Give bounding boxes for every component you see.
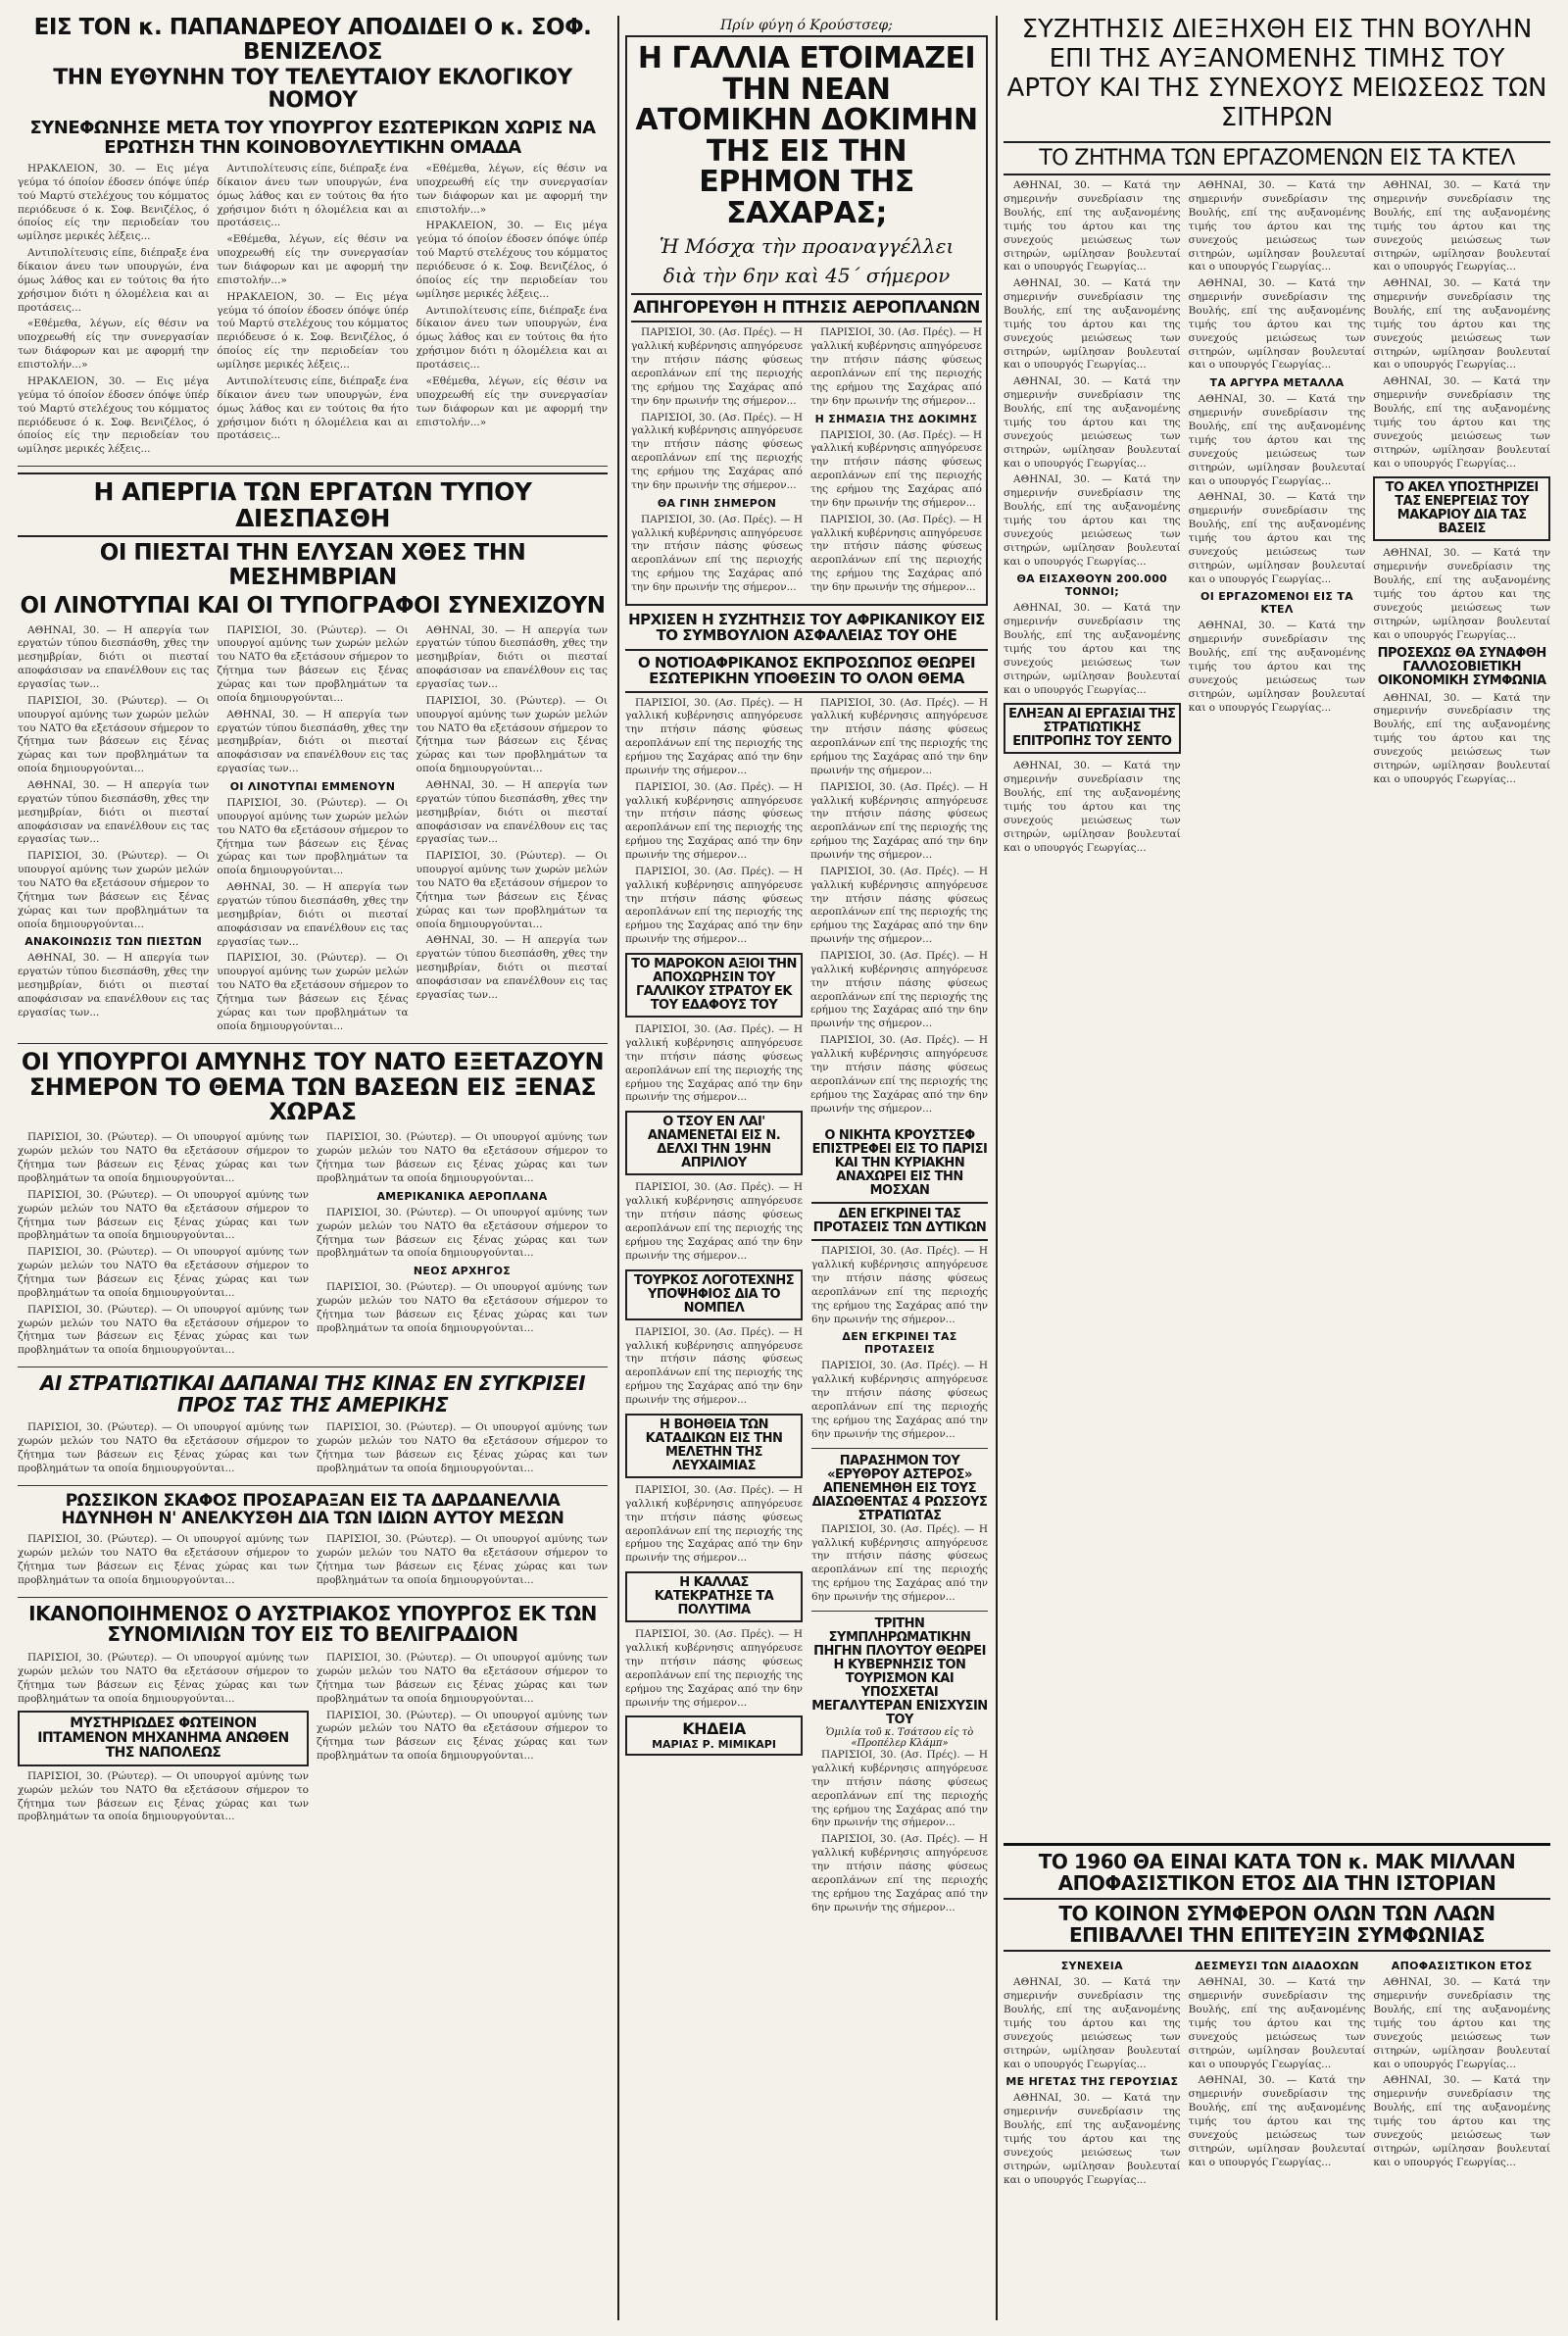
headline-red-star: ΠΑΡΑΣΗΜΟΝ ΤΟΥ «ΕΡΥΘΡΟΥ ΑΣΤΕΡΟΣ» ΑΠΕΝΕΜΗΘΗ ΕΙΣ ΤΟΥΣ ΔΙΑΣΩΘΕΝΤΑΣ 4 ΡΩΣΣΟΥΣ ΣΤΡΑΤΙΩΤΑΣ: [811, 1453, 988, 1523]
paragraph: ΑΘΗΝΑΙ, 30. — Κατά την σημερινήν συνεδρίασιν της Βουλής, επί της αυξανομένης τιμής του άρτου και της συνεχούς μειώσεως των σιτηρών, ωμίλησαν βουλευταί και ο υπουργός Γεωργίας...: [1373, 179, 1550, 273]
paragraph: Αντιπολίτευσις είπε, διέπραξε ένα δίκαιον άνευ των υπουργών, ένα όμως λάθος και εν τούτοις θα ήτο χρήσιμον διότι η όλομέλεια και αι προτάσεις...: [217, 163, 409, 229]
subhead: ΔΕΝ ΕΓΚΡΙΝΕΙ ΤΑΣ ΠΡΟΤΑΣΕΙΣ: [842, 1330, 957, 1357]
paragraph: ΑΘΗΝΑΙ, 30. — Κατά την σημερινήν συνεδρίασιν της Βουλής, επί της αυξανομένης τιμής του άρτου και της συνεχούς μειώσεως των σιτηρών, ωμίλησαν βουλευταί και ο υπουργός Γεωργίας...: [1004, 602, 1181, 696]
paragraph: ΠΑΡΙΣΙΟΙ, 30. (Ρώυτερ). — Οι υπουργοί αμύνης των χωρών μελών του ΝΑΤΟ θα εξετάσουν σήμερον το ζήτημα των βάσεων εις ξένας χώρας και των προβλημάτων τα οποία δημιουργούνται...: [317, 1206, 608, 1260]
headline-morocco: ΤΟ ΜΑΡΟΚΟΝ ΑΞΙΟΙ ΤΗΝ ΑΠΟΧΩΡΗΣΙΝ ΤΟΥ ΓΑΛΛΙΚΟΥ ΣΤΡΑΤΟΥ ΕΚ ΤΟΥ ΕΔΑΦΟΥΣ ΤΟΥ: [631, 957, 797, 1014]
article-austria: [18, 1652, 608, 1827]
subhead: ΘΑ ΓΙΝΗ ΣΗΜΕΡΟΝ: [657, 496, 777, 510]
macmillan-block: [1004, 1843, 1550, 2313]
paragraph: ΑΘΗΝΑΙ, 30. — Η απεργία των εργατών τύπου διεσπάσθη, χθες την μεσημβρίαν, διότι οι πιεσταί αποφάσισαν να επανέλθουν εις τας εργασίας των...: [18, 779, 210, 846]
paragraph: Αντιπολίτευσις είπε, διέπραξε ένα δίκαιον άνευ των υπουργών, ένα όμως λάθος και εν τούτοις θα ήτο χρήσιμον διότι η όλομέλεια και αι προτάσεις...: [18, 247, 210, 314]
headline-franco-soviet: ΠΡΟΣΕΧΩΣ ΘΑ ΣΥΝΑΦΘΗ ΓΑΛΛΟΣΟΒΙΕΤΙΚΗ ΟΙΚΟΝΟΜΙΚΗ ΣΥΜΦΩΝΙΑ: [1377, 645, 1546, 688]
headline-flying-object: ΜΥΣΤΗΡΙΩΔΕΣ ΦΩΤΕΙΝΟΝ ΙΠΤΑΜΕΝΟΝ ΜΗΧΑΝΗΜΑ ΑΝΩΘΕΝ ΤΗΣ ΝΑΠΟΛΕΩΣ: [37, 1715, 289, 1761]
paragraph: ΠΑΡΙΣΙΟΙ, 30. (Ρώυτερ). — Οι υπουργοί αμύνης των χωρών μελών του ΝΑΤΟ θα εξετάσουν σήμερον το ζήτημα των βάσεων εις ξένας χώρας και των προβλημάτων τα οποία δημιουργούνται...: [18, 1652, 309, 1705]
subhead-interior-minister: ΣΥΝΕΦΩΝΗΣΕ ΜΕΤΑ ΤΟΥ ΥΠΟΥΡΓΟΥ ΕΣΩΤΕΡΙΚΩΝ ΧΩΡΙΣ ΝΑ ΕΡΩΤΗΣΗ ΤΗΝ ΚΟΙΝΟΒΟΥΛΕΥΤΙΚΗΝ ΟΜΑΔΑ: [29, 118, 596, 158]
paragraph: ΠΑΡΙΣΙΟΙ, 30. (Ασ. Πρές). — Η γαλλική κυβέρνησις απηγόρευσε την πτήσιν πάσης φύσεως αεροπλάνων επί της περιοχής της ερήμου της Σαχάρας από την 6ην πρωινήν της σήμερον...: [631, 513, 803, 593]
paragraph: ΠΑΡΙΣΙΟΙ, 30. (Ασ. Πρές). — Η γαλλική κυβέρνησις απηγόρευσε την πτήσιν πάσης φύσεως αεροπλάνων επί της περιοχής της ερήμου της Σαχάρας από την 6ην πρωινήν της σήμερον...: [625, 1628, 803, 1709]
paragraph: ΠΑΡΙΣΙΟΙ, 30. (Ρώυτερ). — Οι υπουργοί αμύνης των χωρών μελών του ΝΑΤΟ θα εξετάσουν σήμερον το ζήτημα των βάσεων εις ξένας χώρας και των προβλημάτων τα οποία δημιουργούνται...: [18, 1188, 309, 1242]
column-rule: [617, 16, 619, 2320]
middle-lower: [811, 1127, 988, 2304]
headline-leukemia: Η ΒΟΗΘΕΙΑ ΤΩΝ ΚΑΤΑΔΙΚΩΝ ΕΙΣ ΤΗΝ ΜΕΛΕΤΗΝ ΤΗΣ ΛΕΥΧΑΙΜΙΑΣ: [645, 1417, 783, 1473]
subhead: ΟΙ ΛΙΝΟΤΥΠΑΙ ΕΜΜΕΝΟΥΝ: [229, 780, 396, 794]
paragraph: ΠΑΡΙΣΙΟΙ, 30. (Ασ. Πρές). — Η γαλλική κυβέρνησις απηγόρευσε την πτήσιν πάσης φύσεως αεροπλάνων επί της περιοχής της ερήμου της Σαχάρας από την 6ην πρωινήν της σήμερον...: [811, 1245, 988, 1325]
left-column: [18, 16, 608, 2320]
subhead: ΔΕΣΜΕΥΣΙ ΤΩΝ ΔΙΑΔΟΧΩΝ: [1195, 1960, 1359, 1973]
headline-venizelos: ΕΙΣ ΤΟΝ κ. ΠΑΠΑΝΔΡΕΟΥ ΑΠΟΔΙΔΕΙ Ο κ. ΣΟΦ. ΒΕΝΙΖΕΛΟΣ: [33, 16, 592, 65]
paragraph: ΠΑΡΙΣΙΟΙ, 30. (Ρώυτερ). — Οι υπουργοί αμύνης των χωρών μελών του ΝΑΤΟ θα εξετάσουν σήμερον το ζήτημα των βάσεων εις ξένας χώρας και των προβλημάτων τα οποία δημιουργούνται...: [317, 1421, 608, 1474]
headline-austrian-minister: ΙΚΑΝΟΠΟΙΗΜΕΝΟΣ Ο ΑΥΣΤΡΙΑΚΟΣ ΥΠΟΥΡΓΟΣ ΕΚ ΤΩΝ ΣΥΝΟΜΙΛΙΩΝ ΤΟΥ ΕΙΣ ΤΟ ΒΕΛΙΓΡΑΔΙΟΝ: [28, 1601, 597, 1647]
subhead: ΜΕ ΗΓΕΤΑΣ ΤΗΣ ΓΕΡΟΥΣΙΑΣ: [1005, 2075, 1179, 2089]
headline-nato: ΟΙ ΥΠΟΥΡΓΟΙ ΑΜΥΝΗΣ ΤΟΥ ΝΑΤΟ ΕΞΕΤΑΖΟΥΝ ΣΗΜΕΡΟΝ ΤΟ ΘΕΜΑ ΤΩΝ ΒΑΣΕΩΝ ΕΙΣ ΞΕΝΑΣ ΧΩΡΑΣ: [21, 1047, 605, 1126]
paragraph: ΑΘΗΝΑΙ, 30. — Κατά την σημερινήν συνεδρίασιν της Βουλής, επί της αυξανομένης τιμής του άρτου και της συνεχούς μειώσεως των σιτηρών, ωμίλησαν βουλευταί και ο υπουργός Γεωργίας...: [1188, 2074, 1366, 2168]
paragraph: «Εθέμεθα, λέγων, είς θέσιν να υποχρεωθή είς την συνεργασίαν των διάφορων και με αφορμή την επιστολήν...»: [416, 374, 608, 428]
paragraph: Αντιπολίτευσις είπε, διέπραξε ένα δίκαιον άνευ των υπουργών, ένα όμως λάθος και εν τούτοις θα ήτο χρήσιμον διότι η όλομέλεια και αι προτάσεις...: [416, 304, 608, 372]
paragraph: «Εθέμεθα, λέγων, είς θέσιν να υποχρεωθή είς την συνεργασίαν των διάφορων και με αφορμή την επιστολήν...»: [217, 233, 409, 286]
paragraph: ΠΑΡΙΣΙΟΙ, 30. (Ασ. Πρές). — Η γαλλική κυβέρνησις απηγόρευσε την πτήσιν πάσης φύσεως αεροπλάνων επί της περιοχής της ερήμου της Σαχάρας από την 6ην πρωινήν της σήμερον...: [625, 1325, 803, 1406]
paragraph: ΠΑΡΙΣΙΟΙ, 30. (Ρώυτερ). — Οι υπουργοί αμύνης των χωρών μελών του ΝΑΤΟ θα εξετάσουν σήμερον το ζήτημα των βάσεων εις ξένας χώρας και των προβλημάτων τα οποία δημιουργούνται...: [317, 1281, 608, 1334]
article-venizelos: [18, 163, 608, 460]
paragraph: ΑΘΗΝΑΙ, 30. — Κατά την σημερινήν συνεδρίασιν της Βουλής, επί της αυξανομένης τιμής του άρτου και της συνεχούς μειώσεως των σιτηρών, ωμίλησαν βουλευταί και ο υπουργός Γεωργίας...: [1188, 1976, 1366, 2070]
paragraph: ΠΑΡΙΣΙΟΙ, 30. (Ασ. Πρές). — Η γαλλική κυβέρνησις απηγόρευσε την πτήσιν πάσης φύσεως αεροπλάνων επί της περιοχής της ερήμου της Σαχάρας από την 6ην πρωινήν της σήμερον...: [625, 780, 803, 862]
paragraph: ΠΑΡΙΣΙΟΙ, 30. (Ρώυτερ). — Οι υπουργοί αμύνης των χωρών μελών του ΝΑΤΟ θα εξετάσουν σήμερον το ζήτημα των βάσεων εις ξένας χώρας και των προβλημάτων τα οποία δημιουργούνται...: [317, 1131, 608, 1184]
subhead: ΑΜΕΡΙΚΑΝΙΚΑ ΑΕΡΟΠΛΑΝΑ: [376, 1189, 548, 1203]
headline-tourism: ΤΡΙΤΗΝ ΣΥΜΠΛΗΡΩΜΑΤΙΚΗΝ ΠΗΓΗΝ ΠΛΟΥΤΟΥ ΘΕΩΡΕΙ Η ΚΥΒΕΡΝΗΣΙΣ ΤΟΝ ΤΟΥΡΙΣΜΟΝ ΚΑΙ ΥΠΟΣΧΕΤΑΙ ΜΕΓΑΛΥΤΕΡΑΝ ΕΝΙΣΧΥΣΙΝ ΤΟΥ: [811, 1615, 988, 1728]
paragraph: ΠΑΡΙΣΙΟΙ, 30. (Ασ. Πρές). — Η γαλλική κυβέρνησις απηγόρευσε την πτήσιν πάσης φύσεως αεροπλάνων επί της περιοχής της ερήμου της Σαχάρας από την 6ην πρωινήν της σήμερον...: [625, 1023, 803, 1104]
paragraph: ΑΘΗΝΑΙ, 30. — Η απεργία των εργατών τύπου διεσπάσθη, χθες την μεσημβρίαν, διότι οι πιεσταί αποφάσισαν να επανέλθουν εις τας εργασίας των...: [18, 952, 210, 1019]
paragraph: ΠΑΡΙΣΙΟΙ, 30. (Ασ. Πρές). — Η γαλλική κυβέρνησις απηγόρευσε την πτήσιν πάσης φύσεως αεροπλάνων επί της περιοχής της ερήμου της Σαχάρας από την 6ην πρωινήν της σήμερον...: [810, 865, 988, 946]
paragraph: ΗΡΑΚΛΕΙΟΝ, 30. — Εις μέγα γεύμα τό όποίον έδοσεν όπόψε ύπέρ τού Μαρτύ στελέχους του κόμματος περιόδευσε ό κ. Σοφ. Βενιζέλος, ό όποίος είς την περιοδείαν του ωμίλησε μερικές λέξεις...: [217, 290, 409, 372]
paragraph: ΠΑΡΙΣΙΟΙ, 30. (Ασ. Πρές). — Η γαλλική κυβέρνησις απηγόρευσε την πτήσιν πάσης φύσεως αεροπλάνων επί της περιοχής της ερήμου της Σαχάρας από την 6ην πρωινήν της σήμερον...: [625, 696, 803, 776]
paragraph: ΑΘΗΝΑΙ, 30. — Η απεργία των εργατών τύπου διεσπάσθη, χθες την μεσημβρίαν, διότι οι πιεσταί αποφάσισαν να επανέλθουν εις τας εργασίας των...: [18, 623, 210, 690]
paragraph: ΑΘΗΝΑΙ, 30. — Κατά την σημερινήν συνεδρίασιν της Βουλής, επί της αυξανομένης τιμής του άρτου και της συνεχούς μειώσεως των σιτηρών, ωμίλησαν βουλευταί και ο υπουργός Γεωργίας...: [1188, 179, 1366, 273]
paragraph: ΑΘΗΝΑΙ, 30. — Κατά την σημερινήν συνεδρίασιν της Βουλής, επί της αυξανομένης τιμής του άρτου και της συνεχούς μειώσεως των σιτηρών, ωμίλησαν βουλευταί και ο υπουργός Γεωργίας...: [1373, 547, 1550, 641]
subhead: ΤΑ ΑΡΓΥΡΑ ΜΕΤΑΛΛΑ: [1209, 376, 1345, 390]
paragraph: ΠΑΡΙΣΙΟΙ, 30. (Ασ. Πρές). — Η γαλλική κυβέρνησις απηγόρευσε την πτήσιν πάσης φύσεως αεροπλάνων επί της περιοχής της ερήμου της Σαχάρας από την 6ην πρωινήν της σήμερον...: [625, 1181, 803, 1262]
headline-bread-price: ΣΥΖΗΤΗΣΙΣ ΔΙΕΞΗΧΘΗ ΕΙΣ ΤΗΝ ΒΟΥΛΗΝ ΕΠΙ ΤΗΣ ΑΥΞΑΝΟΜΕΝΗΣ ΤΙΜΗΣ ΤΟΥ ΑΡΤΟΥ ΚΑΙ ΤΗΣ ΣΥΝΕΧΟΥΣ ΜΕΙΩΣΕΩΣ ΤΩΝ ΣΙΤΗΡΩΝ: [1006, 16, 1547, 132]
paragraph: Αντιπολίτευσις είπε, διέπραξε ένα δίκαιον άνευ των υπουργών, ένα όμως λάθος και εν τούτοις θα ήτο χρήσιμον διότι η όλομέλεια και αι προτάσεις...: [217, 374, 409, 442]
paragraph: ΗΡΑΚΛΕΙΟΝ, 30. — Εις μέγα γεύμα τό όποίον έδοσεν όπόψε ύπέρ τού Μαρτύ στελέχους του κόμματος περιόδευσε ό κ. Σοφ. Βενιζέλος, ό όποίος είς την περιοδείαν του ωμίλησε μερικές λέξεις...: [18, 163, 210, 243]
paragraph: ΠΑΡΙΣΙΟΙ, 30. (Ρώυτερ). — Οι υπουργοί αμύνης των χωρών μελών του ΝΑΤΟ θα εξετάσουν σήμερον το ζήτημα των βάσεων εις ξένας χώρας και των προβλημάτων τα οποία δημιουργούνται...: [416, 694, 608, 775]
subhead: ΟΙ ΕΡΓΑΖΟΜΕΝΟΙ ΕΙΣ ΤΑ ΚΤΕΛ: [1200, 590, 1353, 617]
paragraph: ΑΘΗΝΑΙ, 30. — Κατά την σημερινήν συνεδρίασιν της Βουλής, επί της αυξανομένης τιμής του άρτου και της συνεχούς μειώσεως των σιτηρών, ωμίλησαν βουλευταί και ο υπουργός Γεωργίας...: [1373, 375, 1550, 470]
paragraph: ΑΘΗΝΑΙ, 30. — Κατά την σημερινήν συνεδρίασιν της Βουλής, επί της αυξανομένης τιμής του άρτου και της συνεχούς μειώσεως των σιτηρών, ωμίλησαν βουλευταί και ο υπουργός Γεωργίας...: [1188, 620, 1366, 714]
headline-western-proposals: ΔΕΝ ΕΓΚΡΙΝΕΙ ΤΑΣ ΠΡΟΤΑΣΕΙΣ ΤΩΝ ΔΥΤΙΚΩΝ: [811, 1202, 988, 1241]
paragraph: ΠΑΡΙΣΙΟΙ, 30. (Ρώυτερ). — Οι υπουργοί αμύνης των χωρών μελών του ΝΑΤΟ θα εξετάσουν σήμερον το ζήτημα των βάσεων εις ξένας χώρας και των προβλημάτων τα οποία δημιουργούνται...: [416, 850, 608, 930]
headline-macmillan: ΤΟ 1960 ΘΑ ΕΙΝΑΙ ΚΑΤΑ ΤΟΝ κ. ΜΑΚ ΜΙΛΛΑΝ ΑΠΟΦΑΣΙΣΤΙΚΟΝ ΕΤΟΣ ΔΙΑ ΤΗΝ ΙΣΤΟΡΙΑΝ: [1038, 1850, 1516, 1895]
paragraph: ΠΑΡΙΣΙΟΙ, 30. (Ασ. Πρές). — Η γαλλική κυβέρνησις απηγόρευσε την πτήσιν πάσης φύσεως αεροπλάνων επί της περιοχής της ερήμου της Σαχάρας από την 6ην πρωινήν της σήμερον...: [811, 1360, 988, 1440]
article-nato: [18, 1131, 608, 1361]
headline-south-africa: Ο ΝΟΤΙΟΑΦΡΙΚΑΝΟΣ ΕΚΠΡΟΣΩΠΟΣ ΘΕΩΡΕΙ ΕΣΩΤΕΡΙΚΗΝ ΥΠΟΘΕΣΙΝ ΤΟ ΟΛΟΝ ΘΕΜΑ: [625, 649, 988, 692]
paragraph: ΠΑΡΙΣΙΟΙ, 30. (Ασ. Πρές). — Η γαλλική κυβέρνησις απηγόρευσε την πτήσιν πάσης φύσεως αεροπλάνων επί της περιοχής της ερήμου της Σαχάρας από την 6ην πρωινήν της σήμερον...: [811, 1833, 988, 1914]
article-bread: [1004, 179, 1550, 858]
headline-common-interest: ΤΟ ΚΟΙΝΟΝ ΣΥΜΦΕΡΟΝ ΟΛΩΝ ΤΩΝ ΛΑΩΝ ΕΠΙΒΑΛΛΕΙ ΤΗΝ ΕΠΙΤΕΥΞΙΝ ΣΥΜΦΩΝΙΑΣ: [1004, 1898, 1550, 1952]
paragraph: ΗΡΑΚΛΕΙΟΝ, 30. — Εις μέγα γεύμα τό όποίον έδοσεν όπόψε ύπέρ τού Μαρτύ στελέχους του κόμματος περιόδευσε ό κ. Σοφ. Βενιζέλος, ό όποίος είς την περιοδείαν του ωμίλησε μερικές λέξεις...: [416, 220, 608, 300]
subhead: Η ΣΗΜΑΣΙΑ ΤΗΣ ΔΟΚΙΜΗΣ: [814, 412, 978, 425]
article-strike: [18, 624, 608, 1037]
paragraph: ΠΑΡΙΣΙΟΙ, 30. (Ασ. Πρές). — Η γαλλική κυβέρνησις απηγόρευσε την πτήσιν πάσης φύσεως αεροπλάνων επί της περιοχής της ερήμου της Σαχάρας από την 6ην πρωινήν της σήμερον...: [810, 428, 982, 509]
paragraph: ΑΘΗΝΑΙ, 30. — Κατά την σημερινήν συνεδρίασιν της Βουλής, επί της αυξανομένης τιμής του άρτου και της συνεχούς μειώσεως των σιτηρών, ωμίλησαν βουλευταί και ο υπουργός Γεωργίας...: [1188, 277, 1366, 372]
paragraph: ΑΘΗΝΑΙ, 30. — Η απεργία των εργατών τύπου διεσπάσθη, χθες την μεσημβρίαν, διότι οι πιεσταί αποφάσισαν να επανέλθουν εις τας εργασίας των...: [416, 779, 608, 846]
paragraph: ΠΑΡΙΣΙΟΙ, 30. (Ασ. Πρές). — Η γαλλική κυβέρνησις απηγόρευσε την πτήσιν πάσης φύσεως αεροπλάνων επί της περιοχής της ερήμου της Σαχάρας από την 6ην πρωινήν της σήμερον...: [810, 513, 982, 593]
headline-sahara-test: Η ΓΑΛΛΙΑ ΕΤΟΙΜΑΖΕΙ ΤΗΝ ΝΕΑΝ ΑΤΟΜΙΚΗΝ ΔΟΚΙΜΗΝ ΤΗΣ ΕΙΣ ΤΗΝ ΕΡΗΜΟΝ ΤΗΣ ΣΑΧΑΡΑΣ;: [635, 41, 978, 230]
paragraph: ΠΑΡΙΣΙΟΙ, 30. (Ρώυτερ). — Οι υπουργοί αμύνης των χωρών μελών του ΝΑΤΟ θα εξετάσουν σήμερον το ζήτημα των βάσεων εις ξένας χώρας και των προβλημάτων τα οποία δημιουργούνται...: [18, 1533, 309, 1587]
paragraph: ΑΘΗΝΑΙ, 30. — Κατά την σημερινήν συνεδρίασιν της Βουλής, επί της αυξανομένης τιμής του άρτου και της συνεχούς μειώσεως των σιτηρών, ωμίλησαν βουλευταί και ο υπουργός Γεωργίας...: [1373, 691, 1550, 785]
subhead: ΑΠΟΦΑΣΙΣΤΙΚΟΝ ΕΤΟΣ: [1391, 1960, 1533, 1973]
kicker-khrushchev: Πρίν φύγη ό Κρούστσεφ;: [720, 18, 893, 33]
paragraph: ΑΘΗΝΑΙ, 30. — Κατά την σημερινήν συνεδρίασιν της Βουλής, επί της αυξανομένης τιμής του άρτου και της συνεχούς μειώσεως των σιτηρών, ωμίλησαν βουλευταί και ο υπουργός Γεωργίας...: [1004, 1976, 1181, 2070]
paragraph: ΑΘΗΝΑΙ, 30. — Η απεργία των εργατών τύπου διεσπάσθη, χθες την μεσημβρίαν, διότι οι πιεσταί αποφάσισαν να επανέλθουν εις τας εργασίας των...: [217, 881, 409, 948]
article-sahara: [631, 326, 982, 597]
paragraph: ΑΘΗΝΑΙ, 30. — Κατά την σημερινήν συνεδρίασιν της Βουλής, επί της αυξανομένης τιμής του άρτου και της συνεχούς μειώσεως των σιτηρών, ωμίλησαν βουλευταί και ο υπουργός Γεωργίας...: [1004, 2092, 1181, 2186]
subhead-moscow: Ἡ Μόσχα τὴν προαναγγέλλει: [659, 234, 955, 258]
paragraph: ΠΑΡΙΣΙΟΙ, 30. (Ρώυτερ). — Οι υπουργοί αμύνης των χωρών μελών του ΝΑΤΟ θα εξετάσουν σήμερον το ζήτημα των βάσεων εις ξένας χώρας και των προβλημάτων τα οποία δημιουργούνται...: [18, 694, 210, 775]
paragraph: ΑΘΗΝΑΙ, 30. — Κατά την σημερινήν συνεδρίασιν της Βουλής, επί της αυξανομένης τιμής του άρτου και της συνεχούς μειώσεως των σιτηρών, ωμίλησαν βουλευταί και ο υπουργός Γεωργίας...: [1188, 491, 1366, 585]
tourism-kicker: Ὁμιλία τοῦ κ. Τσάτσου εἰς τὸ «Προπέλερ Κλάμπ»: [825, 1727, 974, 1750]
subhead-time: διὰ τὴν 6ην καὶ 45΄ σήμερον: [662, 264, 951, 287]
paragraph: «Εθέμεθα, λέγων, είς θέσιν να υποχρεωθή είς την συνεργασίαν των διάφορων και με αφορμή την επιστολήν...»: [18, 318, 210, 372]
paragraph: ΠΑΡΙΣΙΟΙ, 30. (Ασ. Πρές). — Η γαλλική κυβέρνησις απηγόρευσε την πτήσιν πάσης φύσεως αεροπλάνων επί της περιοχής της ερήμου της Σαχάρας από την 6ην πρωινήν της σήμερον...: [810, 780, 988, 862]
paragraph: ΑΘΗΝΑΙ, 30. — Κατά την σημερινήν συνεδρίασιν της Βουλής, επί της αυξανομένης τιμής του άρτου και της συνεχούς μειώσεως των σιτηρών, ωμίλησαν βουλευταί και ο υπουργός Γεωργίας...: [1373, 277, 1550, 372]
paragraph: «Εθέμεθα, λέγων, είς θέσιν να υποχρεωθή είς την συνεργασίαν των διάφορων και με αφορμή την επιστολήν...»: [416, 163, 608, 216]
headline-cento: ΕΛΗΞΑΝ ΑΙ ΕΡΓΑΣΙΑΙ ΤΗΣ ΣΤΡΑΤΙΩΤΙΚΗΣ ΕΠΙΤΡΟΠΗΣ ΤΟΥ ΣΕΝΤΟ: [1008, 707, 1176, 750]
paragraph: ΠΑΡΙΣΙΟΙ, 30. (Ασ. Πρές). — Η γαλλική κυβέρνησις απηγόρευσε την πτήσιν πάσης φύσεως αεροπλάνων επί της περιοχής της ερήμου της Σαχάρας από την 6ην πρωινήν της σήμερον...: [631, 326, 803, 407]
paragraph: ΠΑΡΙΣΙΟΙ, 30. (Ασ. Πρές). — Η γαλλική κυβέρνησις απηγόρευσε την πτήσιν πάσης φύσεως αεροπλάνων επί της περιοχής της ερήμου της Σαχάρας από την 6ην πρωινήν της σήμερον...: [810, 950, 988, 1030]
paragraph: ΠΑΡΙΣΙΟΙ, 30. (Ασ. Πρές). — Η γαλλική κυβέρνησις απηγόρευσε την πτήσιν πάσης φύσεως αεροπλάνων επί της περιοχής της ερήμου της Σαχάρας από την 6ην πρωινήν της σήμερον...: [625, 1483, 803, 1565]
paragraph: ΠΑΡΙΣΙΟΙ, 30. (Ρώυτερ). — Οι υπουργοί αμύνης των χωρών μελών του ΝΑΤΟ θα εξετάσουν σήμερον το ζήτημα των βάσεων εις ξένας χώρας και των προβλημάτων τα οποία δημιουργούνται...: [317, 1709, 608, 1763]
paragraph: ΠΑΡΙΣΙΟΙ, 30. (Ασ. Πρές). — Η γαλλική κυβέρνησις απηγόρευσε την πτήσιν πάσης φύσεως αεροπλάνων επί της περιοχής της ερήμου της Σαχάρας από την 6ην πρωινήν της σήμερον...: [810, 696, 988, 776]
paragraph: ΠΑΡΙΣΙΟΙ, 30. (Ρώυτερ). — Οι υπουργοί αμύνης των χωρών μελών του ΝΑΤΟ θα εξετάσουν σήμερον το ζήτημα των βάσεων εις ξένας χώρας και των προβλημάτων τα οποία δημιουργούνται...: [317, 1533, 608, 1587]
paragraph: ΑΘΗΝΑΙ, 30. — Κατά την σημερινήν συνεδρίασιν της Βουλής, επί της αυξανομένης τιμής του άρτου και της συνεχούς μειώσεως των σιτηρών, ωμίλησαν βουλευταί και ο υπουργός Γεωργίας...: [1004, 375, 1181, 470]
headline-africa-un: ΗΡΧΙΣΕΝ Η ΣΥΖΗΤΗΣΙΣ ΤΟΥ ΑΦΡΙΚΑΝΙΚΟΥ ΕΙΣ ΤΟ ΣΥΜΒΟΥΛΙΟΝ ΑΣΦΑΛΕΙΑΣ ΤΟΥ ΟΗΕ: [628, 610, 985, 645]
paragraph: ΠΑΡΙΣΙΟΙ, 30. (Ρώυτερ). — Οι υπουργοί αμύνης των χωρών μελών του ΝΑΤΟ θα εξετάσουν σήμερον το ζήτημα των βάσεων εις ξένας χώρας και των προβλημάτων τα οποία δημιουργούνται...: [18, 850, 210, 930]
headline-chou-enlai: Ο ΤΣΟΥ ΕΝ ΛΑΙ' ΑΝΑΜΕΝΕΤΑΙ ΕΙΣ Ν. ΔΕΛΧΙ ΤΗΝ 19ΗΝ ΑΠΡΙΛΙΟΥ: [647, 1115, 781, 1171]
paragraph: ΠΑΡΙΣΙΟΙ, 30. (Ρώυτερ). — Οι υπουργοί αμύνης των χωρών μελών του ΝΑΤΟ θα εξετάσουν σήμερον το ζήτημα των βάσεων εις ξένας χώρας και των προβλημάτων τα οποία δημιουργούνται...: [18, 1131, 309, 1184]
paragraph: ΗΡΑΚΛΕΙΟΝ, 30. — Εις μέγα γεύμα τό όποίον έδοσεν όπόψε ύπέρ τού Μαρτύ στελέχους του κόμματος περιόδευσε ό κ. Σοφ. Βενιζέλος, ό όποίος είς την περιοδείαν του ωμίλησε μερικές λέξεις...: [18, 374, 210, 456]
paragraph: ΑΘΗΝΑΙ, 30. — Κατά την σημερινήν συνεδρίασιν της Βουλής, επί της αυξανομένης τιμής του άρτου και της συνεχούς μειώσεως των σιτηρών, ωμίλησαν βουλευταί και ο υπουργός Γεωργίας...: [1004, 760, 1181, 854]
paragraph: ΠΑΡΙΣΙΟΙ, 30. (Ρώυτερ). — Οι υπουργοί αμύνης των χωρών μελών του ΝΑΤΟ θα εξετάσουν σήμερον το ζήτημα των βάσεων εις ξένας χώρας και των προβλημάτων τα οποία δημιουργούνται...: [18, 1303, 309, 1357]
paragraph: ΠΑΡΙΣΙΟΙ, 30. (Ρώυτερ). — Οι υπουργοί αμύνης των χωρών μελών του ΝΑΤΟ θα εξετάσουν σήμερον το ζήτημα των βάσεων εις ξένας χώρας και των προβλημάτων τα οποία δημιουργούνται...: [217, 797, 409, 877]
headline-china-spending: ΑΙ ΣΤΡΑΤΙΩΤΙΚΑΙ ΔΑΠΑΝΑΙ ΤΗΣ ΚΙΝΑΣ ΕΝ ΣΥΓΚΡΙΣΕΙ ΠΡΟΣ ΤΑΣ ΤΗΣ ΑΜΕΡΙΚΗΣ: [39, 1371, 586, 1417]
subhead: ΑΝΑΚΟΙΝΩΣΙΣ ΤΩΝ ΠΙΕΣΤΩΝ: [24, 935, 203, 949]
paragraph: ΑΘΗΝΑΙ, 30. — Κατά την σημερινήν συνεδρίασιν της Βουλής, επί της αυξανομένης τιμής του άρτου και της συνεχούς μειώσεως των σιτηρών, ωμίλησαν βουλευταί και ο υπουργός Γεωργίας...: [1373, 2074, 1550, 2168]
article-russian-ship: [18, 1533, 608, 1590]
paragraph: ΠΑΡΙΣΙΟΙ, 30. (Ασ. Πρές). — Η γαλλική κυβέρνησις απηγόρευσε την πτήσιν πάσης φύσεως αεροπλάνων επί της περιοχής της ερήμου της Σαχάρας από την 6ην πρωινήν της σήμερον...: [631, 411, 803, 491]
paragraph: ΑΘΗΝΑΙ, 30. — Η απεργία των εργατών τύπου διεσπάσθη, χθες την μεσημβρίαν, διότι οι πιεσταί αποφάσισαν να επανέλθουν εις τας εργασίας των...: [217, 708, 409, 775]
paragraph: ΑΘΗΝΑΙ, 30. — Κατά την σημερινήν συνεδρίασιν της Βουλής, επί της αυξανομένης τιμής του άρτου και της συνεχούς μειώσεως των σιτηρών, ωμίλησαν βουλευταί και ο υπουργός Γεωργίας...: [1004, 179, 1181, 273]
paragraph: ΑΘΗΝΑΙ, 30. — Κατά την σημερινήν συνεδρίασιν της Βουλής, επί της αυξανομένης τιμής του άρτου και της συνεχούς μειώσεως των σιτηρών, ωμίλησαν βουλευταί και ο υπουργός Γεωργίας...: [1004, 277, 1181, 372]
headline-electoral-law: ΤΗΝ ΕΥΘΥΝΗΝ ΤΟΥ ΤΕΛΕΥΤΑΙΟΥ ΕΚΛΟΓΙΚΟΥ ΝΟΜΟΥ: [53, 65, 572, 114]
headline-funeral: ΚΗΔΕΙΑ: [682, 1719, 746, 1739]
subhead: ΝΕΟΣ ΑΡΧΗΓΟΣ: [413, 1265, 512, 1278]
headline-akel: ΤΟ ΑΚΕΛ ΥΠΟΣΤΗΡΙΖΕΙ ΤΑΣ ΕΝΕΡΓΕΙΑΣ ΤΟΥ ΜΑΚΑΡΙΟΥ ΔΙΑ ΤΑΣ ΒΑΣΕΙΣ: [1385, 480, 1539, 537]
paragraph: ΠΑΡΙΣΙΟΙ, 30. (Ρώυτερ). — Οι υπουργοί αμύνης των χωρών μελών του ΝΑΤΟ θα εξετάσουν σήμερον το ζήτημα των βάσεων εις ξένας χώρας και των προβλημάτων τα οποία δημιουργούνται...: [18, 1769, 309, 1823]
paragraph: ΠΑΡΙΣΙΟΙ, 30. (Ασ. Πρές). — Η γαλλική κυβέρνησις απηγόρευσε την πτήσιν πάσης φύσεως αεροπλάνων επί της περιοχής της ερήμου της Σαχάρας από την 6ην πρωινήν της σήμερον...: [810, 1034, 988, 1115]
column-rule: [996, 16, 998, 2320]
paragraph: ΠΑΡΙΣΙΟΙ, 30. (Ασ. Πρές). — Η γαλλική κυβέρνησις απηγόρευσε την πτήσιν πάσης φύσεως αεροπλάνων επί της περιοχής της ερήμου της Σαχάρας από την 6ην πρωινήν της σήμερον...: [810, 326, 982, 407]
paragraph: ΠΑΡΙΣΙΟΙ, 30. (Ασ. Πρές). — Η γαλλική κυβέρνησις απηγόρευσε την πτήσιν πάσης φύσεως αεροπλάνων επί της περιοχής της ερήμου της Σαχάρας από την 6ην πρωινήν της σήμερον...: [811, 1522, 988, 1603]
paragraph: ΑΘΗΝΑΙ, 30. — Κατά την σημερινήν συνεδρίασιν της Βουλής, επί της αυξανομένης τιμής του άρτου και της συνεχούς μειώσεως των σιτηρών, ωμίλησαν βουλευταί και ο υπουργός Γεωργίας...: [1188, 393, 1366, 487]
paragraph: ΑΘΗΝΑΙ, 30. — Η απεργία των εργατών τύπου διεσπάσθη, χθες την μεσημβρίαν, διότι οι πιεσταί αποφάσισαν να επανέλθουν εις τας εργασίας των...: [416, 934, 608, 1001]
paragraph: ΠΑΡΙΣΙΟΙ, 30. (Ρώυτερ). — Οι υπουργοί αμύνης των χωρών μελών του ΝΑΤΟ θα εξετάσουν σήμερον το ζήτημα των βάσεων εις ξένας χώρας και των προβλημάτων τα οποία δημιουργούνται...: [18, 1421, 309, 1474]
headline-russian-ship: ΡΩΣΣΙΚΟΝ ΣΚΑΦΟΣ ΠΡΟΣΑΡΑΞΑΝ ΕΙΣ ΤΑ ΔΑΡΔΑΝΕΛΛΙΑ ΗΔΥΝΗΘΗ Ν' ΑΝΕΛΚΥΣΘΗ ΔΙΑ ΤΩΝ ΙΔΙΩΝ ΑΥΤΟΥ ΜΕΣΩΝ: [61, 1490, 564, 1529]
paragraph: ΠΑΡΙΣΙΟΙ, 30. (Ρώυτερ). — Οι υπουργοί αμύνης των χωρών μελών του ΝΑΤΟ θα εξετάσουν σήμερον το ζήτημα των βάσεων εις ξένας χώρας και των προβλημάτων τα οποία δημιουργούνται...: [217, 952, 409, 1032]
paragraph: ΠΑΡΙΣΙΟΙ, 30. (Ασ. Πρές). — Η γαλλική κυβέρνησις απηγόρευσε την πτήσιν πάσης φύσεως αεροπλάνων επί της περιοχής της ερήμου της Σαχάρας από την 6ην πρωινήν της σήμερον...: [625, 865, 803, 946]
paragraph: ΠΑΡΙΣΙΟΙ, 30. (Ρώυτερ). — Οι υπουργοί αμύνης των χωρών μελών του ΝΑΤΟ θα εξετάσουν σήμερον το ζήτημα των βάσεων εις ξένας χώρας και των προβλημάτων τα οποία δημιουργούνται...: [18, 1246, 309, 1299]
headline-strike: Η ΑΠΕΡΓΙΑ ΤΩΝ ΕΡΓΑΤΩΝ ΤΥΠΟΥ ΔΙΕΣΠΑΣΘΗ: [18, 472, 608, 537]
paragraph: ΠΑΡΙΣΙΟΙ, 30. (Ασ. Πρές). — Η γαλλική κυβέρνησις απηγόρευσε την πτήσιν πάσης φύσεως αεροπλάνων επί της περιοχής της ερήμου της Σαχάρας από την 6ην πρωινήν της σήμερον...: [811, 1749, 988, 1829]
funeral-name: ΜΑΡΙΑΣ Ρ. ΜΙΜΙΚΑΡΙ: [652, 1737, 776, 1751]
subhead: ΘΑ ΕΙΣΑΧΘΟΥΝ 200.000 ΤΟΝΝΟΙ;: [1016, 572, 1168, 599]
headline-flights-banned: ΑΠΗΓΟΡΕΥΘΗ Η ΠΤΗΣΙΣ ΑΕΡΟΠΛΑΝΩΝ: [631, 293, 982, 323]
headline-khrushchev-returns: Ο ΝΙΚΗΤΑ ΚΡΟΥΣΤΣΕΦ ΕΠΙΣΤΡΕΦΕΙ ΕΙΣ ΤΟ ΠΑΡΙΣΙ ΚΑΙ ΤΗΝ ΚΥΡΙΑΚΗΝ ΑΝΑΧΩΡΕΙ ΕΙΣ ΤΗΝ ΜΟΣΧΑΝ: [811, 1128, 988, 1199]
subhead: ΣΥΝΕΧΕΙΑ: [1060, 1960, 1123, 1973]
headline-linotypists: ΟΙ ΛΙΝΟΤΥΠΑΙ ΚΑΙ ΟΙ ΤΥΠΟΓΡΑΦΟΙ ΣΥΝΕΧΙΖΟΥΝ: [20, 592, 606, 619]
article-china: [18, 1421, 608, 1478]
paragraph: ΑΘΗΝΑΙ, 30. — Κατά την σημερινήν συνεδρίασιν της Βουλής, επί της αυξανομένης τιμής του άρτου και της συνεχούς μειώσεως των σιτηρών, ωμίλησαν βουλευταί και ο υπουργός Γεωργίας...: [1373, 1976, 1550, 2070]
paragraph: ΑΘΗΝΑΙ, 30. — Η απεργία των εργατών τύπου διεσπάσθη, χθες την μεσημβρίαν, διότι οι πιεσταί αποφάσισαν να επανέλθουν εις τας εργασίας των...: [416, 623, 608, 690]
headline-pressmen: ΟΙ ΠΙΕΣΤΑΙ ΤΗΝ ΕΛΥΣΑΝ ΧΘΕΣ ΤΗΝ ΜΕΣΗΜΒΡΙΑΝ: [99, 540, 526, 590]
headline-callas: Η ΚΑΛΛΑΣ ΚΑΤΕΚΡΑΤΗΣΕ ΤΑ ΠΟΛΥΤΙΜΑ: [654, 1575, 774, 1618]
paragraph: ΑΘΗΝΑΙ, 30. — Κατά την σημερινήν συνεδρίασιν της Βουλής, επί της αυξανομένης τιμής του άρτου και της συνεχούς μειώσεως των σιτηρών, ωμίλησαν βουλευταί και ο υπουργός Γεωργίας...: [1004, 473, 1181, 568]
paragraph: ΠΑΡΙΣΙΟΙ, 30. (Ρώυτερ). — Οι υπουργοί αμύνης των χωρών μελών του ΝΑΤΟ θα εξετάσουν σήμερον το ζήτημα των βάσεων εις ξένας χώρας και των προβλημάτων τα οποία δημιουργούνται...: [217, 623, 409, 704]
headline-ktel: ΤΟ ΖΗΤΗΜΑ ΤΩΝ ΕΡΓΑΖΟΜΕΝΩΝ ΕΙΣ ΤΑ ΚΤΕΛ: [1004, 141, 1550, 176]
box-sahara: [625, 35, 988, 606]
article-macmillan: [1004, 1956, 1550, 2190]
headline-turkish-writer: ΤΟΥΡΚΟΣ ΛΟΓΟΤΕΧΝΗΣ ΥΠΟΨΗΦΙΟΣ ΔΙΑ ΤΟ ΝΟΜΠΕΛ: [633, 1272, 795, 1316]
paragraph: ΠΑΡΙΣΙΟΙ, 30. (Ρώυτερ). — Οι υπουργοί αμύνης των χωρών μελών του ΝΑΤΟ θα εξετάσουν σήμερον το ζήτημα των βάσεων εις ξένας χώρας και των προβλημάτων τα οποία δημιουργούνται...: [317, 1652, 608, 1705]
